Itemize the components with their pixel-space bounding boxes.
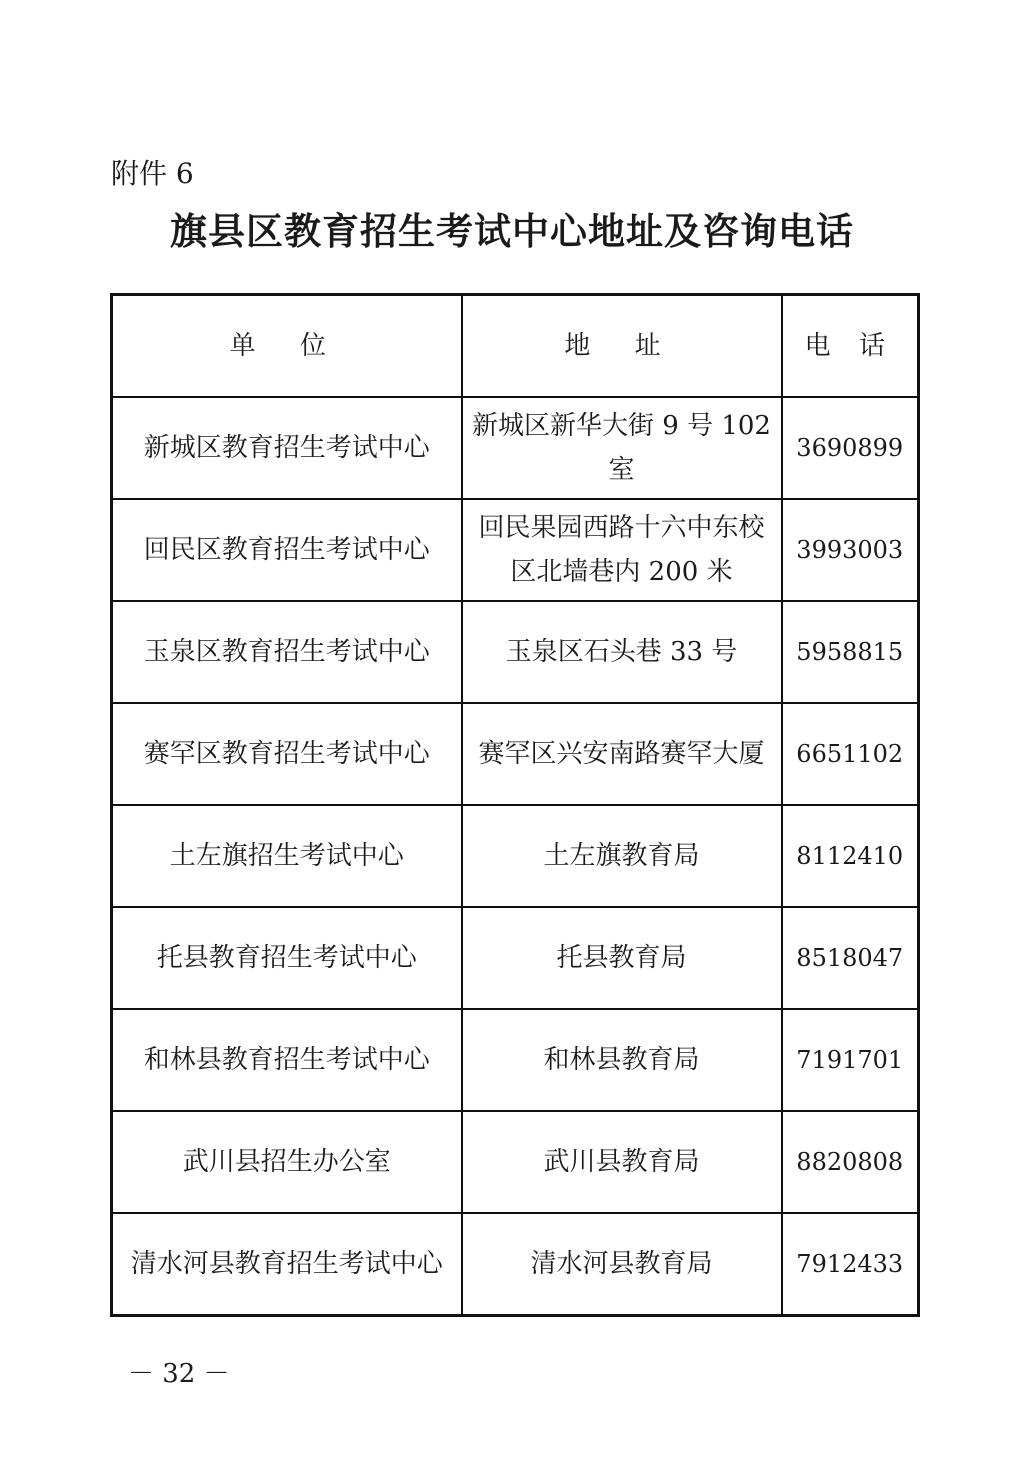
unit-cell: 和林县教育招生考试中心	[112, 1009, 462, 1111]
address-cell: 土左旗教育局	[462, 805, 782, 907]
phone-cell: 7191701	[782, 1009, 919, 1111]
phone-cell: 6651102	[782, 703, 919, 805]
phone-cell: 8518047	[782, 907, 919, 1009]
table-row	[112, 1009, 919, 1111]
phone-cell: 7912433	[782, 1213, 919, 1316]
table-row	[112, 499, 919, 601]
header-unit: 单 位	[112, 295, 462, 398]
unit-cell: 托县教育招生考试中心	[112, 907, 462, 1009]
table-row	[112, 907, 919, 1009]
table-row	[112, 703, 919, 805]
address-cell: 和林县教育局	[462, 1009, 782, 1111]
attachment-label: 附件 6	[111, 157, 194, 190]
unit-cell: 新城区教育招生考试中心	[112, 397, 462, 499]
unit-cell: 武川县招生办公室	[112, 1111, 462, 1213]
unit-cell: 清水河县教育招生考试中心	[112, 1213, 462, 1316]
phone-cell: 3690899	[782, 397, 919, 499]
table-row	[112, 601, 919, 703]
contact-table	[110, 293, 920, 1317]
phone-cell: 8820808	[782, 1111, 919, 1213]
page-number: － 32 －	[128, 1359, 230, 1389]
address-cell: 新城区新华大街 9 号 102 室	[462, 397, 782, 499]
header-phone: 电 话	[782, 295, 919, 398]
phone-cell: 5958815	[782, 601, 919, 703]
address-cell: 清水河县教育局	[462, 1213, 782, 1316]
table-row	[112, 1111, 919, 1213]
header-address: 地 址	[462, 295, 782, 398]
unit-cell: 玉泉区教育招生考试中心	[112, 601, 462, 703]
address-cell: 玉泉区石头巷 33 号	[462, 601, 782, 703]
phone-cell: 8112410	[782, 805, 919, 907]
unit-cell: 回民区教育招生考试中心	[112, 499, 462, 601]
phone-cell: 3993003	[782, 499, 919, 601]
page-title: 旗县区教育招生考试中心地址及咨询电话	[170, 210, 854, 253]
table-header-row	[112, 295, 919, 398]
address-cell: 托县教育局	[462, 907, 782, 1009]
address-cell: 赛罕区兴安南路赛罕大厦	[462, 703, 782, 805]
unit-cell: 土左旗招生考试中心	[112, 805, 462, 907]
table-row	[112, 805, 919, 907]
address-cell: 武川县教育局	[462, 1111, 782, 1213]
table-row	[112, 1213, 919, 1316]
table-row	[112, 397, 919, 499]
unit-cell: 赛罕区教育招生考试中心	[112, 703, 462, 805]
address-cell: 回民果园西路十六中东校区北墙巷内 200 米	[462, 499, 782, 601]
